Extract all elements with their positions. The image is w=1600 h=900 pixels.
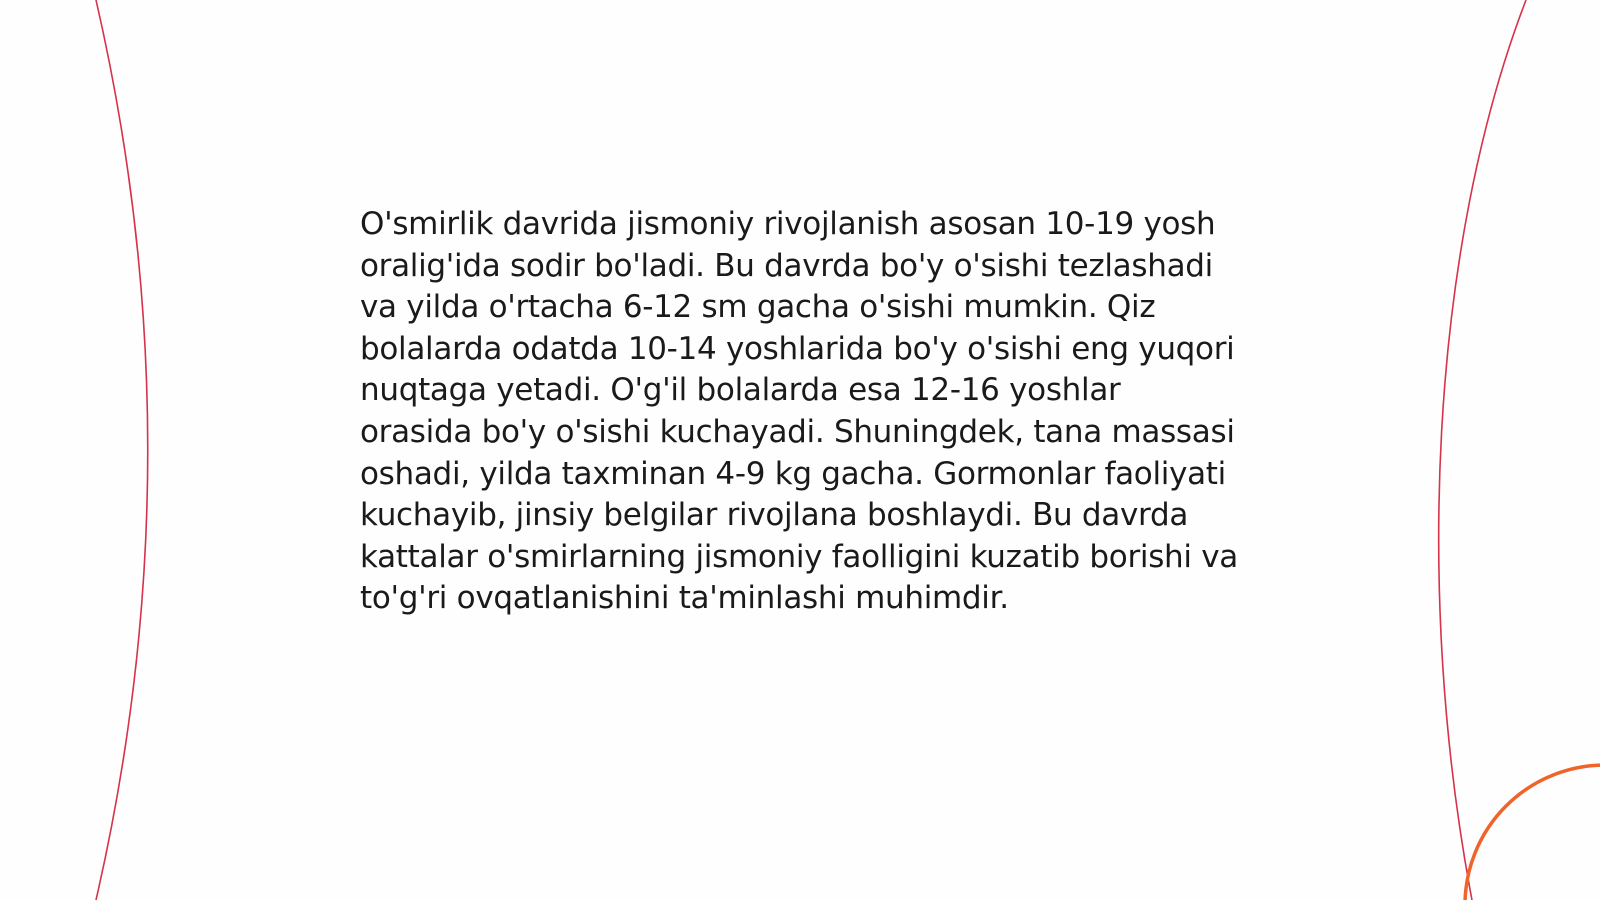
corner-circle-decoration — [1465, 765, 1600, 900]
slide-body-paragraph: O'smirlik davrida jismoniy rivojlanish asosan 10-19 yosh oralig'ida sodir bo'ladi. Bu davrda bo'y o'sishi tezlashadi va yilda o'rtacha 6-12 sm gacha o'sishi mumkin. Qiz bolalarda odatda 10-14 yoshlarida bo'y o'sishi eng yuqori nuqtaga yetadi. O'g'il bolalarda esa 12-16 yoshlar orasida bo'y o'sishi kuchayadi. Shuningdek, tana massasi oshadi, yilda taxminan 4-9 kg gacha. Gormonlar faoliyati kuchayib, jinsiy belgilar rivojlana boshlaydi. Bu davrda kattalar o'smirlarning jismoniy faolligini kuzatib borishi va to'g'ri ovqatlanishini ta'minlashi muhimdir. — [360, 206, 1239, 617]
left-arc-decoration — [96, 0, 148, 900]
right-arc-decoration — [1439, 0, 1526, 900]
